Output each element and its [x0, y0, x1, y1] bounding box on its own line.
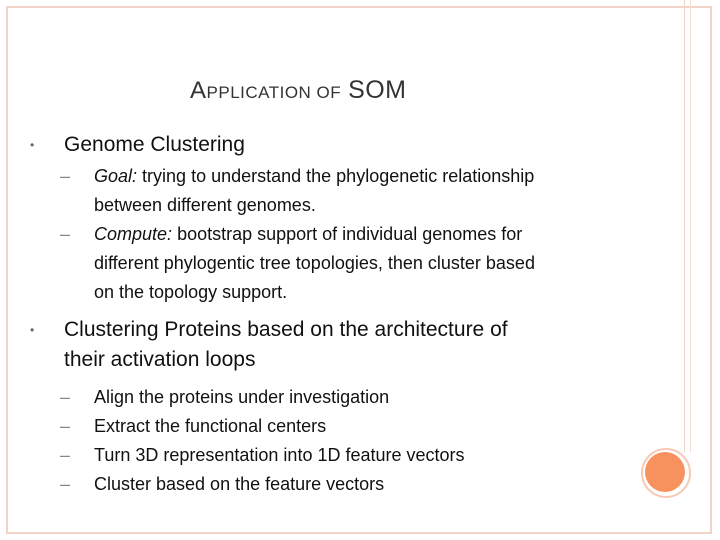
dash-icon: –: [60, 166, 71, 186]
dash-icon: –: [60, 387, 71, 407]
bullet-clustering-proteins-continuation: [30, 345, 630, 375]
subitem-align: [30, 383, 630, 412]
title-som: SOM: [348, 76, 407, 104]
bullet-genome-clustering: [30, 130, 630, 160]
decorative-vertical-line: [684, 0, 685, 452]
subitem-text: Align the proteins under investigation: [94, 387, 390, 407]
dash-icon: –: [60, 445, 71, 465]
slide-title: [190, 76, 407, 105]
subitem-text-line: between different genomes.: [94, 195, 316, 215]
subitem-goal: [30, 162, 630, 191]
subitem-text-line: on the topology support.: [94, 282, 288, 302]
subitem-compute-continuation: [30, 278, 630, 307]
subitem-compute: [30, 220, 630, 249]
bullet-text: Clustering Proteins based on the architecture of: [64, 318, 508, 341]
subitem-extract: [30, 412, 630, 441]
title-small-caps: PPLICATION OF: [206, 83, 342, 102]
subitem-text-line: different phylogentic tree topologies, then cluster based: [94, 253, 535, 273]
subitem-text: Cluster based on the feature vectors: [94, 474, 385, 494]
dash-icon: –: [60, 224, 71, 244]
subitem-turn: [30, 441, 630, 470]
bullet-dot-icon: •: [30, 323, 35, 337]
subitem-text: Turn 3D representation into 1D feature vectors: [94, 445, 465, 465]
subitem-text-line: trying to understand the phylogenetic relationship: [142, 166, 535, 186]
bullet-dot-icon: •: [30, 138, 35, 152]
subitem-cluster: [30, 470, 630, 499]
subitem-label: Goal:: [94, 166, 138, 186]
subitem-label: Compute:: [94, 224, 173, 244]
title-first-letter: A: [190, 77, 207, 104]
dash-icon: –: [60, 474, 71, 494]
bullet-text: their activation loops: [64, 348, 256, 371]
slide-content: [30, 130, 630, 499]
subitem-compute-continuation: [30, 249, 630, 278]
bullet-clustering-proteins: [30, 315, 630, 345]
subitem-goal-continuation: [30, 191, 630, 220]
dash-icon: –: [60, 416, 71, 436]
decorative-orange-circle: [645, 452, 685, 492]
decorative-vertical-line-2: [690, 0, 691, 452]
bullet-text: Genome Clustering: [64, 133, 245, 156]
subitem-text: Extract the functional centers: [94, 416, 327, 436]
subitem-text-line: bootstrap support of individual genomes for: [177, 224, 523, 244]
